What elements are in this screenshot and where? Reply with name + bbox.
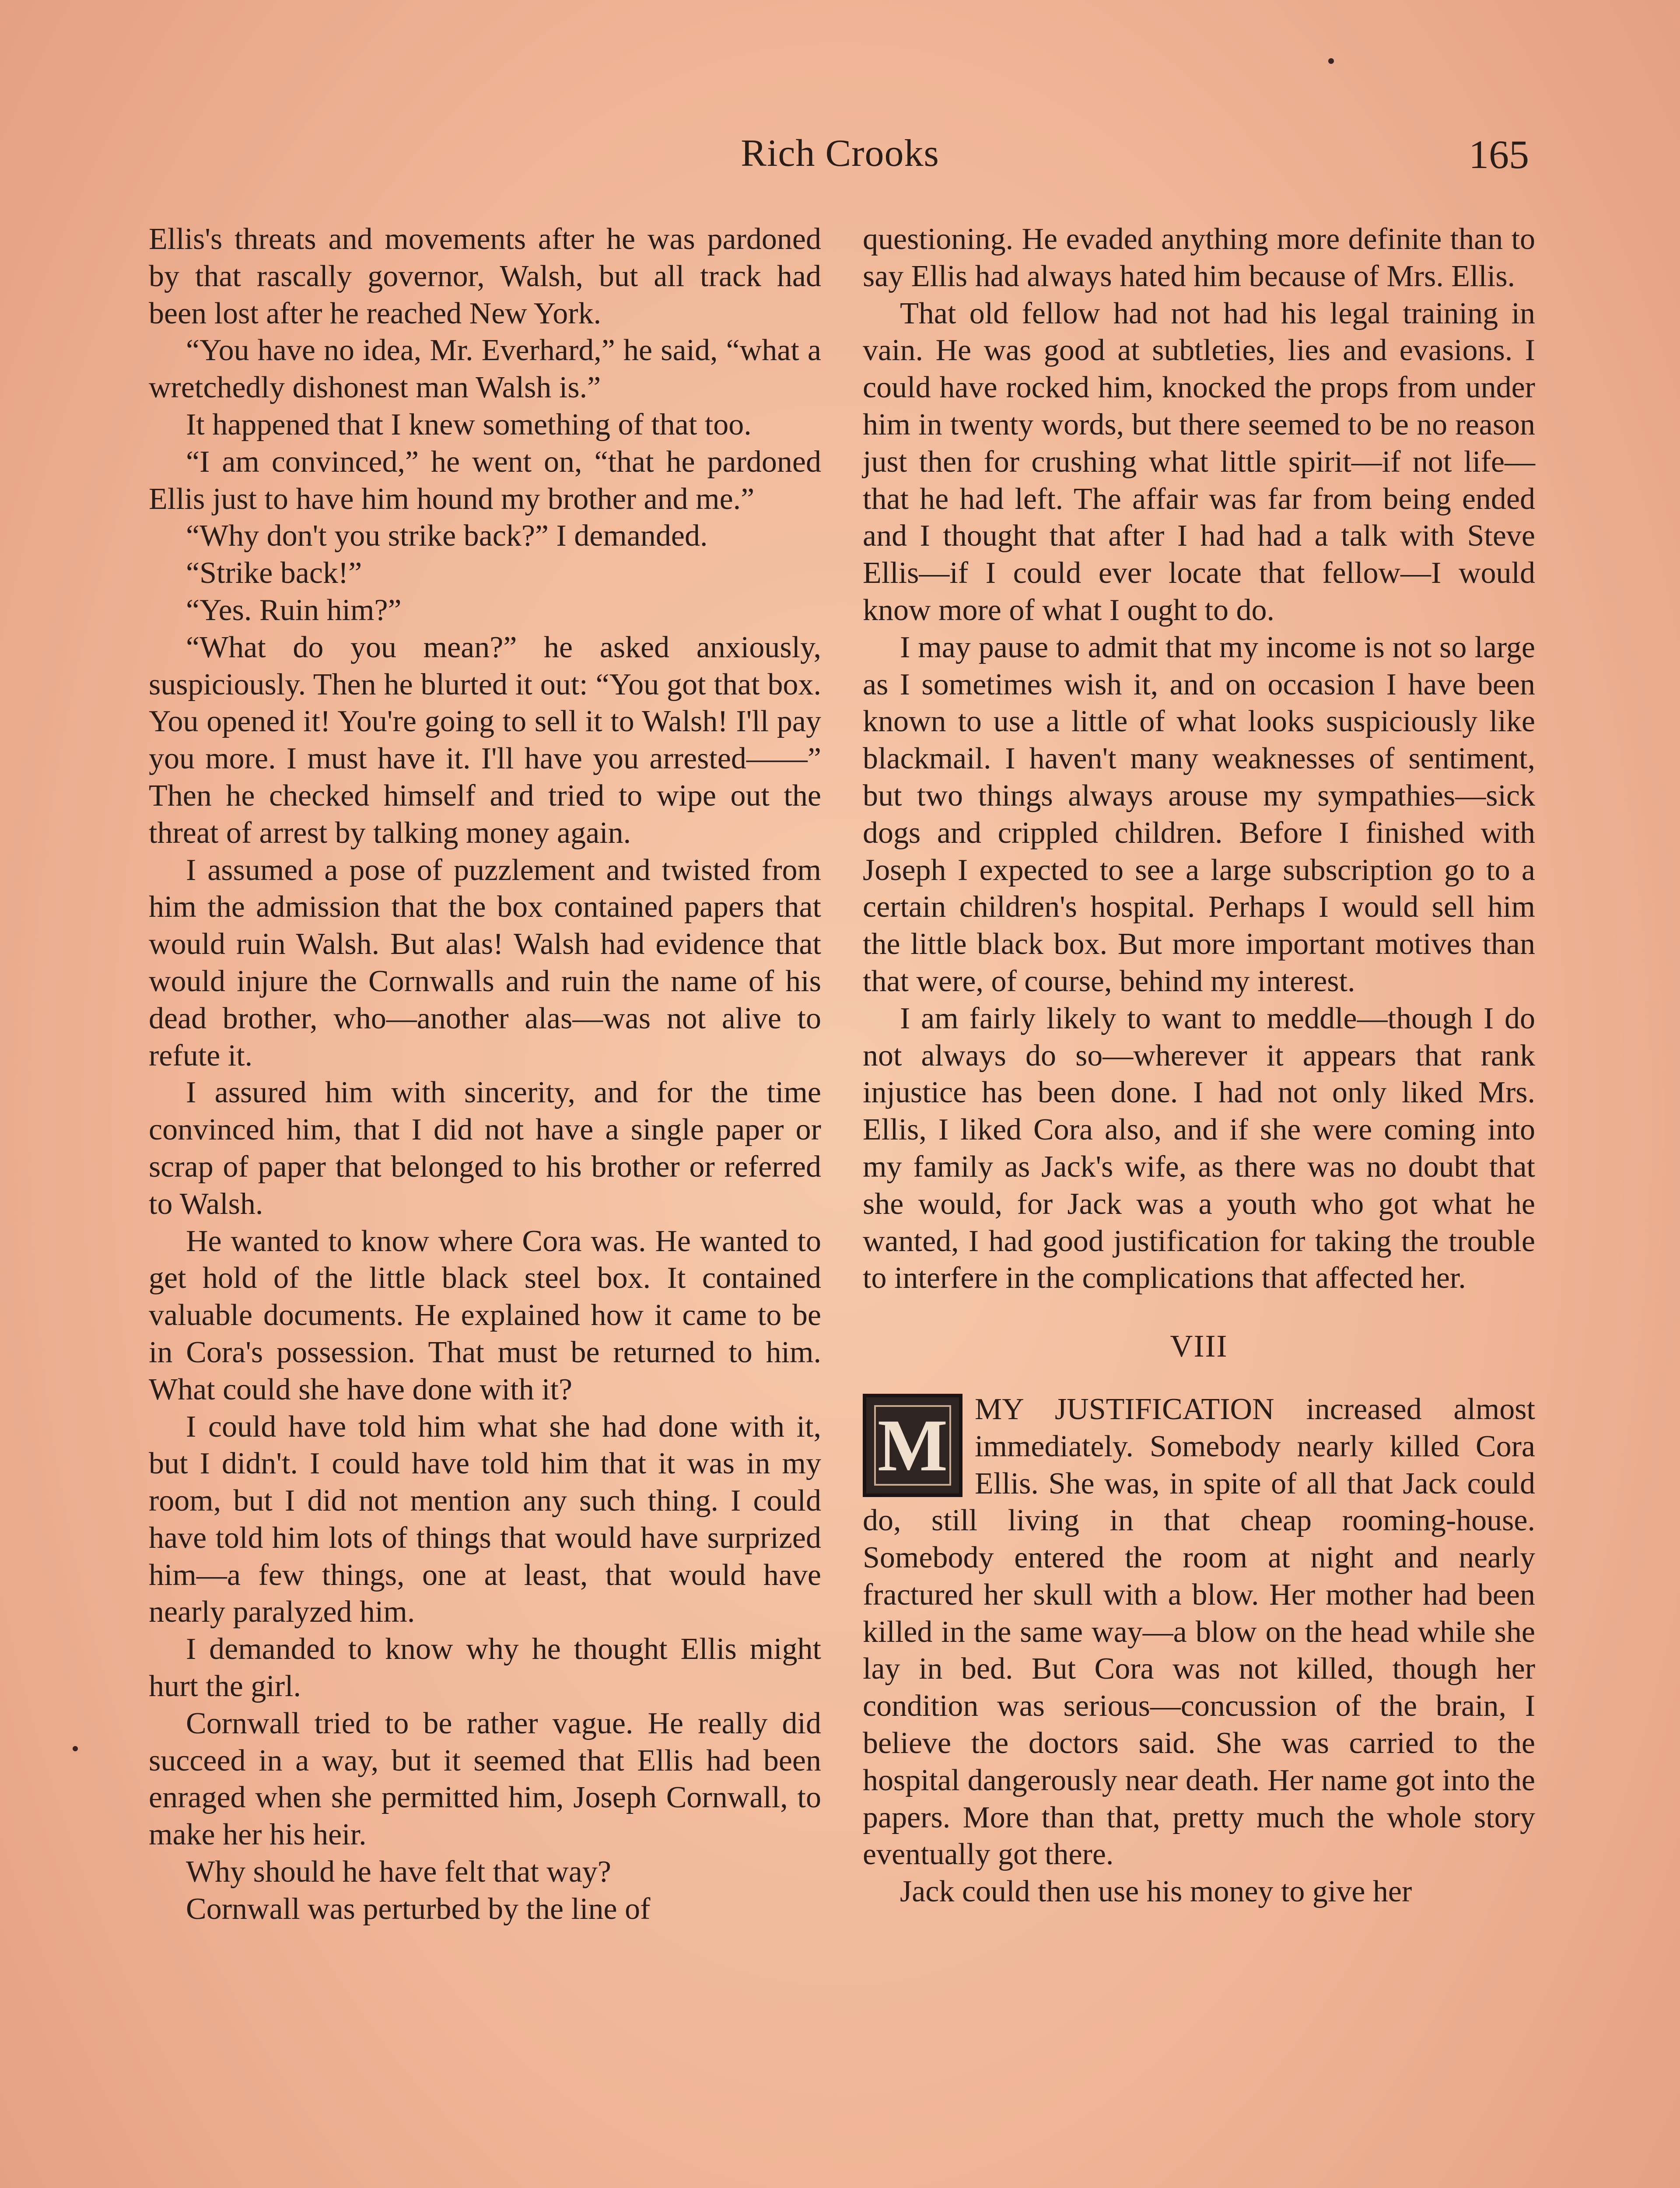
page-number: 165 [1469, 132, 1529, 177]
paragraph: I demanded to know why he thought Ellis might hurt the girl. [149, 1632, 821, 1704]
paragraph: “What do you mean?” he asked anxiously, suspiciously. Then he blurted it out: “You got that box. You opened it! You're going to sell it to Walsh! I'll pay you more. I must have it. I'll have you arrested——” Then he checked himself and tried to wipe out the threat of arrest by talking money again. [149, 630, 821, 850]
paragraph: MY JUSTIFICATION increased almost immediately. Somebody nearly killed Cora Ellis. She was, in spite of all that Jack could do, still living in that cheap rooming-house. Somebody entered the room at night and nearly fractured her skull with a blow. Her mother had been killed in the same way—a blow on the head while she lay in bed. But Cora was not killed, though her condition was serious—concussion of the brain, I believe the doctors said. She was carried to the hospital dangerously near death. Her name got into the papers. More than that, pretty much the whole story eventually got there. [863, 1392, 1535, 1872]
paragraph: “I am convinced,” he went on, “that he pardoned Ellis just to have him hound my brother and me.” [149, 445, 821, 516]
drop-cap-letter: M [874, 1405, 951, 1486]
print-speck [1328, 58, 1334, 64]
paragraph: I am fairly likely to want to meddle—though I do not always do so—wherever it appears that rank injustice has been done. I had not only liked Mrs. Ellis, I liked Cora also, and if she were coming into my family as Jack's wife, as there was no doubt that she would, for Jack was a youth who got what he wanted, I had good justification for taking the trouble to interfere in the complications that affected her. [863, 1001, 1535, 1295]
paragraph: Cornwall tried to be rather vague. He really did succeed in a way, but it seemed that Ellis had been enraged when she permitted him, Joseph Cornwall, to make her his heir. [149, 1706, 821, 1852]
paragraph: Why should he have felt that way? [186, 1855, 611, 1889]
paragraph: “You have no idea, Mr. Everhard,” he said, “what a wretchedly dishonest man Walsh is.” [149, 333, 821, 405]
section-opening [863, 1391, 1535, 1873]
paragraph: It happened that I knew something of that too. [186, 407, 752, 442]
paragraph: I assured him with sincerity, and for the time convinced him, that I did not have a single paper or scrap of paper that belonged to his brother or referred to Walsh. [149, 1076, 821, 1221]
paragraph: “Strike back!” [186, 556, 362, 590]
paragraph: Cornwall was perturbed by the line of [186, 1892, 651, 1926]
paragraph: I could have told him what she had done with it, but I didn't. I could have told him that it was in my room, but I did not mention any such thing. I could have told him lots of things that would have surprized him—a few things, one at least, that would have nearly paralyzed him. [149, 1410, 821, 1629]
paragraph: Ellis's threats and movements after he was pardoned by that rascally governor, Walsh, but all track had been lost after he reached New York. [149, 222, 821, 330]
paragraph: Jack could then use his money to give her [900, 1875, 1412, 1909]
section-heading: VIII [1170, 1329, 1228, 1364]
print-speck [73, 1746, 78, 1751]
ornamental-drop-cap [863, 1394, 962, 1497]
paragraph: “Why don't you strike back?” I demanded. [186, 519, 708, 553]
paragraph: He wanted to know where Cora was. He wanted to get hold of the little black steel box. It contained valuable documents. He explained how it came to be in Cora's possession. That must be returned to him. What could she have done with it? [149, 1224, 821, 1406]
paragraph: questioning. He evaded anything more definite than to say Ellis had always hated him because of Mrs. Ellis. [863, 222, 1535, 293]
paragraph: “Yes. Ruin him?” [186, 593, 402, 627]
paragraph: I assumed a pose of puzzlement and twisted from him the admission that the box contained papers that would ruin Walsh. But alas! Walsh had evidence that would injure the Cornwalls and ruin the name of his dead brother, who—another alas—was not alive to refute it. [149, 853, 821, 1073]
right-text-column [863, 221, 1535, 1911]
running-header-title: Rich Crooks [741, 132, 939, 175]
paragraph: That old fellow had not had his legal training in vain. He was good at subtleties, lies and evasions. I could have rocked him, knocked the props from under him in twenty words, but there seemed to be no reason just then for crushing what little spirit—if not life—that he had left. The affair was far from being ended and I thought that after I had had a talk with Steve Ellis—if I could ever locate that fellow—I would know more of what I ought to do. [863, 296, 1535, 627]
left-text-column [149, 221, 821, 1928]
paragraph: I may pause to admit that my income is not so large as I sometimes wish it, and on occasion I have been known to use a little of what looks suspiciously like blackmail. I haven't many weaknesses of sentiment, but two things always arouse my sympathies—sick dogs and crippled children. Before I finished with Joseph I expected to see a large subscription go to a certain children's hospital. Perhaps I would sell him the little black box. But more important motives than that were, of course, behind my interest. [863, 630, 1535, 998]
